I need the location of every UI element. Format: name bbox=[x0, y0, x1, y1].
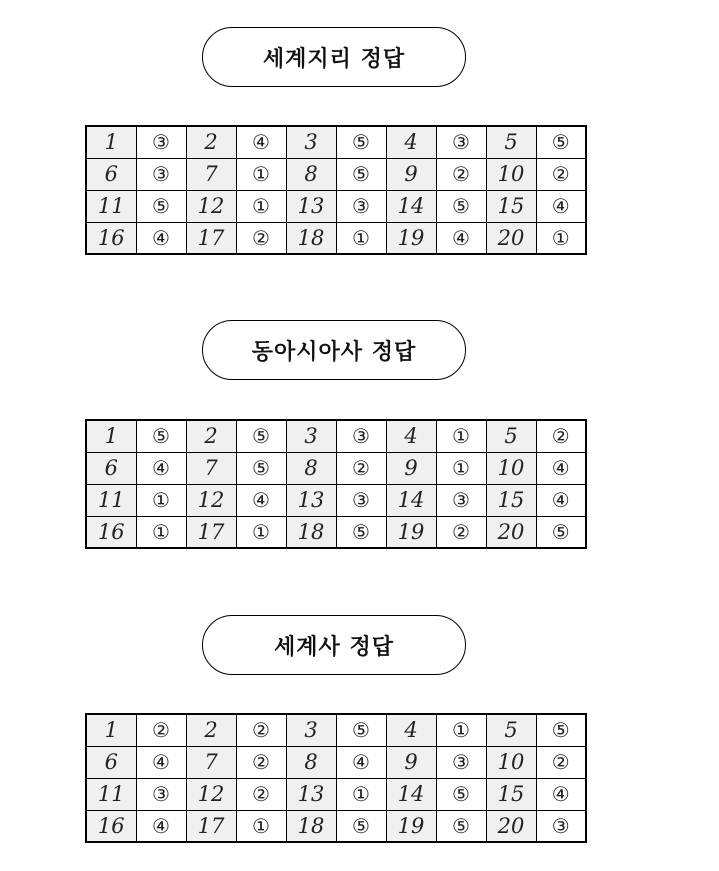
answer-row bbox=[86, 778, 586, 810]
answer-row bbox=[86, 126, 586, 158]
answer-table bbox=[85, 713, 587, 843]
question-number: 1 bbox=[86, 420, 136, 452]
question-number: 15 bbox=[486, 484, 536, 516]
answer-choice: ④ bbox=[536, 452, 586, 484]
question-number: 17 bbox=[186, 810, 236, 842]
answer-choice: ③ bbox=[536, 810, 586, 842]
question-number: 9 bbox=[386, 452, 436, 484]
answer-choice: ① bbox=[436, 452, 486, 484]
answer-choice: ① bbox=[136, 484, 186, 516]
answer-choice: ④ bbox=[536, 484, 586, 516]
answer-row bbox=[86, 746, 586, 778]
answer-choice: ⑤ bbox=[336, 158, 386, 190]
answer-choice: ② bbox=[236, 714, 286, 746]
question-number: 16 bbox=[86, 222, 136, 254]
answer-choice: ② bbox=[436, 158, 486, 190]
question-number: 16 bbox=[86, 516, 136, 548]
answer-choice: ③ bbox=[436, 126, 486, 158]
answer-choice: ④ bbox=[236, 126, 286, 158]
question-number: 10 bbox=[486, 158, 536, 190]
question-number: 7 bbox=[186, 452, 236, 484]
answer-choice: ② bbox=[436, 516, 486, 548]
question-number: 16 bbox=[86, 810, 136, 842]
answer-choice: ② bbox=[236, 778, 286, 810]
answer-choice: ④ bbox=[436, 222, 486, 254]
answer-choice: ⑤ bbox=[236, 420, 286, 452]
answer-choice: ③ bbox=[336, 190, 386, 222]
question-number: 3 bbox=[286, 714, 336, 746]
answer-choice: ⑤ bbox=[436, 810, 486, 842]
question-number: 19 bbox=[386, 810, 436, 842]
answer-choice: ① bbox=[236, 190, 286, 222]
question-number: 9 bbox=[386, 746, 436, 778]
question-number: 8 bbox=[286, 452, 336, 484]
answer-choice: ④ bbox=[136, 746, 186, 778]
question-number: 12 bbox=[186, 484, 236, 516]
answer-choice: ⑤ bbox=[436, 778, 486, 810]
answer-choice: ⑤ bbox=[336, 516, 386, 548]
question-number: 2 bbox=[186, 126, 236, 158]
question-number: 15 bbox=[486, 190, 536, 222]
answer-choice: ③ bbox=[136, 158, 186, 190]
answer-table bbox=[85, 125, 587, 255]
question-number: 2 bbox=[186, 714, 236, 746]
answer-choice: ⑤ bbox=[436, 190, 486, 222]
section-title-pill: 세계지리 정답 bbox=[202, 27, 466, 87]
answer-choice: ① bbox=[336, 778, 386, 810]
question-number: 14 bbox=[386, 484, 436, 516]
question-number: 1 bbox=[86, 714, 136, 746]
answer-choice: ② bbox=[336, 452, 386, 484]
question-number: 20 bbox=[486, 516, 536, 548]
question-number: 8 bbox=[286, 158, 336, 190]
answer-row bbox=[86, 452, 586, 484]
answer-choice: ⑤ bbox=[136, 420, 186, 452]
answer-choice: ④ bbox=[136, 452, 186, 484]
answer-choice: ⑤ bbox=[536, 126, 586, 158]
question-number: 18 bbox=[286, 810, 336, 842]
answer-row bbox=[86, 420, 586, 452]
answer-choice: ④ bbox=[336, 746, 386, 778]
question-number: 11 bbox=[86, 484, 136, 516]
question-number: 14 bbox=[386, 778, 436, 810]
question-number: 5 bbox=[486, 126, 536, 158]
answer-choice: ⑤ bbox=[336, 126, 386, 158]
question-number: 7 bbox=[186, 158, 236, 190]
answer-choice: ② bbox=[536, 158, 586, 190]
answer-choice: ③ bbox=[136, 778, 186, 810]
answer-choice: ① bbox=[136, 516, 186, 548]
question-number: 4 bbox=[386, 126, 436, 158]
section-title-pill: 동아시아사 정답 bbox=[202, 320, 466, 380]
answer-choice: ⑤ bbox=[536, 714, 586, 746]
question-number: 10 bbox=[486, 746, 536, 778]
question-number: 4 bbox=[386, 420, 436, 452]
answer-choice: ③ bbox=[336, 484, 386, 516]
question-number: 3 bbox=[286, 126, 336, 158]
question-number: 18 bbox=[286, 516, 336, 548]
question-number: 13 bbox=[286, 484, 336, 516]
answer-choice: ① bbox=[236, 158, 286, 190]
question-number: 13 bbox=[286, 778, 336, 810]
question-number: 6 bbox=[86, 452, 136, 484]
answer-choice: ④ bbox=[536, 190, 586, 222]
answer-choice: ⑤ bbox=[336, 714, 386, 746]
answer-choice: ① bbox=[236, 810, 286, 842]
answer-table bbox=[85, 419, 587, 549]
answer-choice: ③ bbox=[336, 420, 386, 452]
answer-choice: ③ bbox=[136, 126, 186, 158]
answer-row bbox=[86, 810, 586, 842]
answer-choice: ② bbox=[536, 746, 586, 778]
answer-choice: ③ bbox=[436, 746, 486, 778]
answer-choice: ① bbox=[336, 222, 386, 254]
question-number: 2 bbox=[186, 420, 236, 452]
question-number: 12 bbox=[186, 778, 236, 810]
answer-choice: ④ bbox=[536, 778, 586, 810]
answer-row bbox=[86, 516, 586, 548]
question-number: 13 bbox=[286, 190, 336, 222]
answer-choice: ④ bbox=[136, 810, 186, 842]
question-number: 6 bbox=[86, 746, 136, 778]
question-number: 11 bbox=[86, 190, 136, 222]
question-number: 9 bbox=[386, 158, 436, 190]
question-number: 4 bbox=[386, 714, 436, 746]
question-number: 3 bbox=[286, 420, 336, 452]
question-number: 19 bbox=[386, 516, 436, 548]
question-number: 17 bbox=[186, 222, 236, 254]
answer-row bbox=[86, 484, 586, 516]
question-number: 5 bbox=[486, 714, 536, 746]
question-number: 1 bbox=[86, 126, 136, 158]
answer-choice: ④ bbox=[136, 222, 186, 254]
answer-choice: ② bbox=[136, 714, 186, 746]
question-number: 20 bbox=[486, 222, 536, 254]
answer-choice: ① bbox=[536, 222, 586, 254]
answer-row bbox=[86, 190, 586, 222]
answer-choice: ⑤ bbox=[236, 452, 286, 484]
answer-row bbox=[86, 714, 586, 746]
question-number: 7 bbox=[186, 746, 236, 778]
question-number: 6 bbox=[86, 158, 136, 190]
answer-choice: ① bbox=[436, 420, 486, 452]
answer-row bbox=[86, 222, 586, 254]
answer-row bbox=[86, 158, 586, 190]
answer-choice: ⑤ bbox=[136, 190, 186, 222]
answer-choice: ① bbox=[436, 714, 486, 746]
question-number: 8 bbox=[286, 746, 336, 778]
answer-choice: ⑤ bbox=[536, 516, 586, 548]
answer-choice: ② bbox=[236, 222, 286, 254]
question-number: 17 bbox=[186, 516, 236, 548]
answer-choice: ③ bbox=[436, 484, 486, 516]
answer-choice: ④ bbox=[236, 484, 286, 516]
question-number: 10 bbox=[486, 452, 536, 484]
answer-choice: ② bbox=[536, 420, 586, 452]
question-number: 12 bbox=[186, 190, 236, 222]
question-number: 11 bbox=[86, 778, 136, 810]
answer-choice: ① bbox=[236, 516, 286, 548]
question-number: 19 bbox=[386, 222, 436, 254]
question-number: 14 bbox=[386, 190, 436, 222]
answer-choice: ⑤ bbox=[336, 810, 386, 842]
answer-choice: ② bbox=[236, 746, 286, 778]
question-number: 15 bbox=[486, 778, 536, 810]
question-number: 20 bbox=[486, 810, 536, 842]
section-title-pill: 세계사 정답 bbox=[202, 615, 466, 675]
question-number: 18 bbox=[286, 222, 336, 254]
question-number: 5 bbox=[486, 420, 536, 452]
